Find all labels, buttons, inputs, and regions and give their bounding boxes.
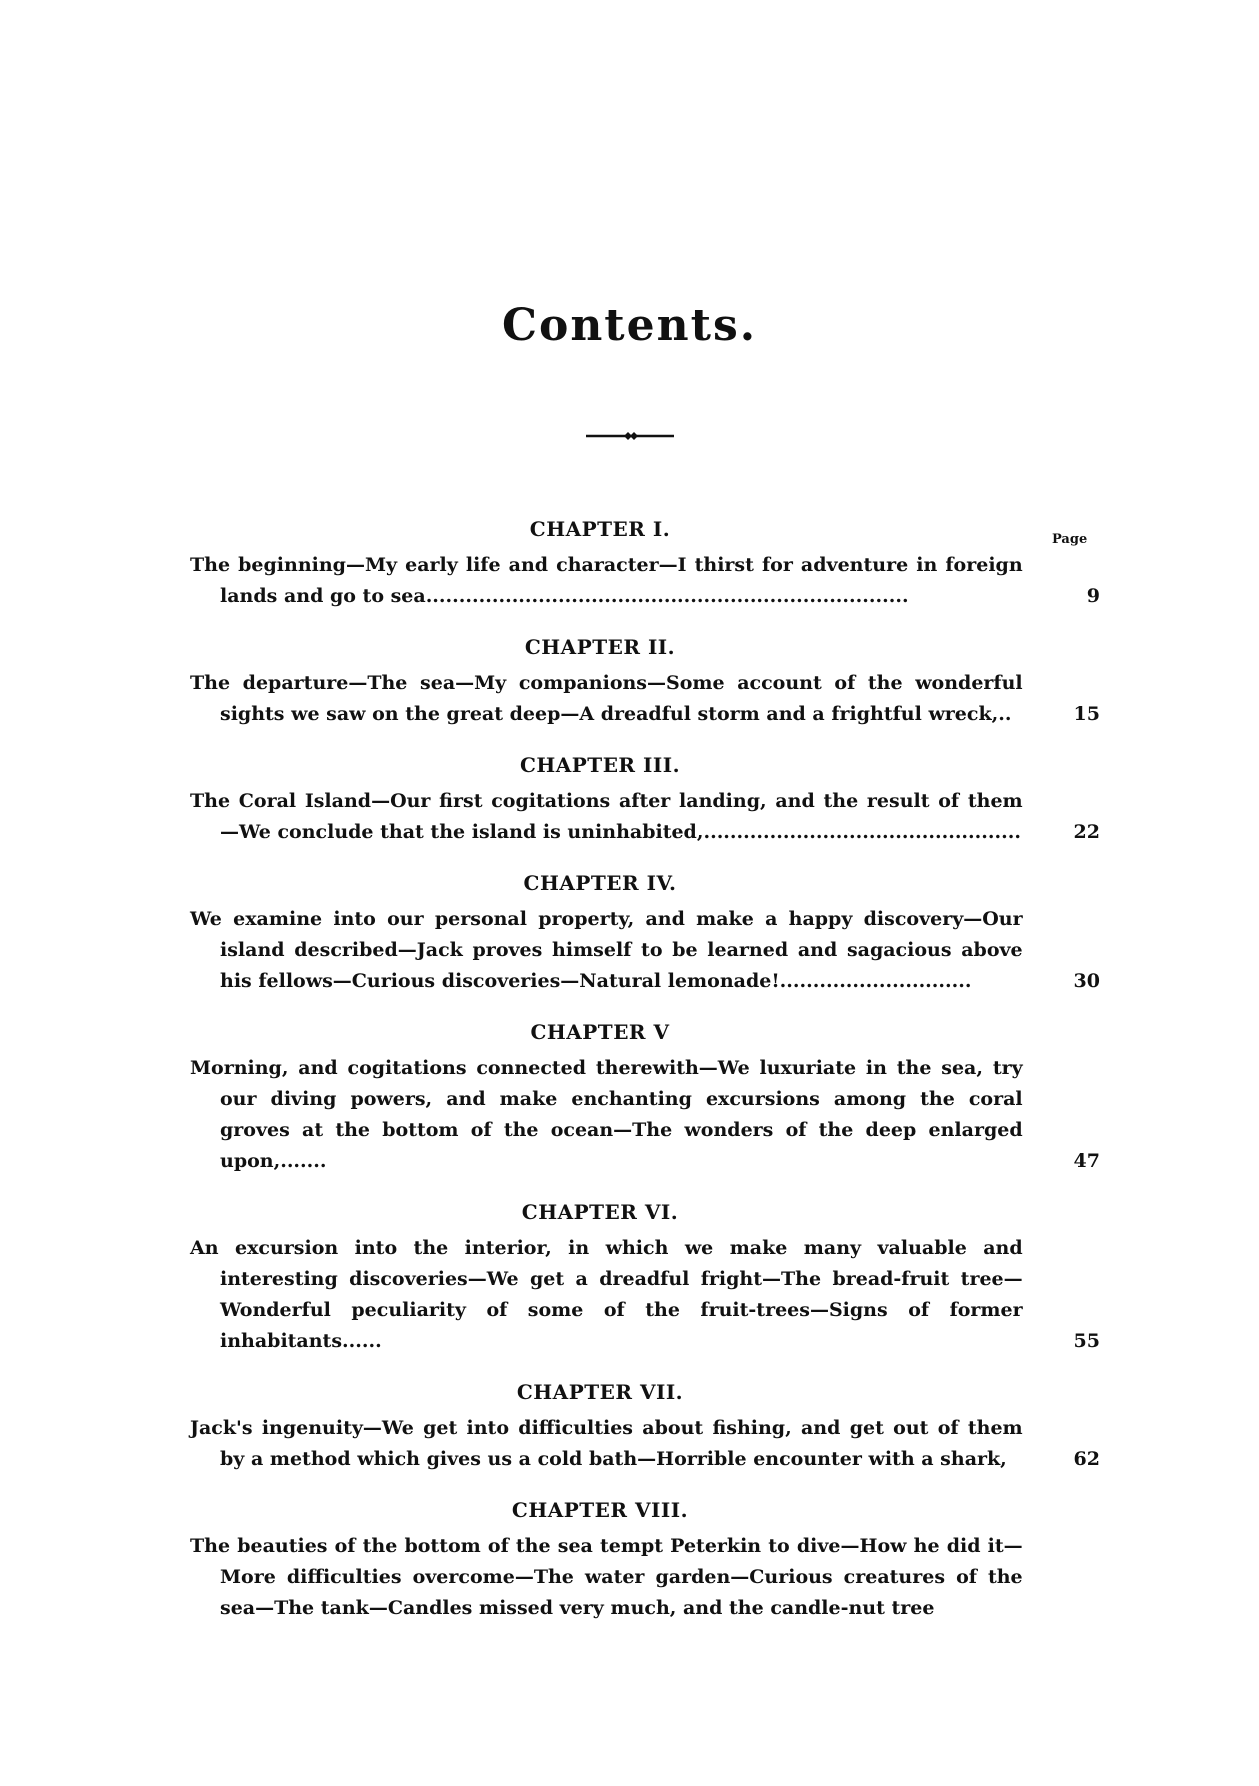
chapter-entry xyxy=(190,1053,1100,1177)
chapter-4 xyxy=(190,866,1100,997)
chapter-summary: The Coral Island—Our first cogitations after landing, and the result of them —We conclude that the island is uninhabited,................................................ xyxy=(190,790,1023,843)
chapter-summary: Morning, and cogitations connected therewith—We luxuriate in the sea, try our diving powers, and make enchanting excursions among the coral groves at the bottom of the ocean—The wonders of the deep enlarged upon,....... xyxy=(190,1057,1023,1172)
chapter-heading: CHAPTER III. xyxy=(519,753,681,777)
chapter-3 xyxy=(190,748,1100,848)
chapter-entry xyxy=(190,904,1100,997)
chapter-5 xyxy=(190,1015,1100,1177)
chapter-summary: An excursion into the interior, in which we make many valuable and interesting discoveries—We get a dreadful fright—The bread-fruit tree—Wonderful peculiarity of some of the fruit-trees—Signs of former inhabitants...... xyxy=(190,1237,1023,1352)
chapter-summary: Jack's ingenuity—We get into difficulties about fishing, and get out of them by a method which gives us a cold bath—Horrible encounter with a shark, xyxy=(190,1417,1023,1470)
chapter-6 xyxy=(190,1195,1100,1357)
chapter-2 xyxy=(190,630,1100,730)
page-number: 30 xyxy=(1073,970,1100,992)
chapter-entry xyxy=(190,668,1100,730)
chapter-summary: The departure—The sea—My companions—Some account of the wonderful sights we saw on the great deep—A dreadful storm and a frightful wreck,.. xyxy=(190,672,1023,725)
page-number: 9 xyxy=(1086,585,1100,607)
chapter-heading: CHAPTER II. xyxy=(524,635,676,659)
chapter-entry xyxy=(190,1531,1100,1624)
chapter-1 xyxy=(190,512,1100,612)
chapter-summary: We examine into our personal property, and make a happy discovery—Our island described—Jack proves himself to be learned and sagacious above his fellows—Curious discoveries—Natural lemonade!............................. xyxy=(190,908,1023,992)
page-column-label: Page xyxy=(1052,532,1088,547)
chapter-8 xyxy=(190,1493,1100,1624)
chapter-entry xyxy=(190,1233,1100,1357)
chapter-entry xyxy=(190,786,1100,848)
chapter-entry xyxy=(190,550,1100,612)
chapter-7 xyxy=(190,1375,1100,1475)
page-title: Contents. xyxy=(501,300,758,351)
chapter-summary: The beauties of the bottom of the sea tempt Peterkin to dive—How he did it—More difficulties overcome—The water garden—Curious creatures of the sea—The tank—Candles missed very much, and the candle-nut tree xyxy=(190,1535,1023,1619)
chapter-summary: The beginning—My early life and character—I thirst for adventure in foreign lands and go to sea......................................................................... xyxy=(190,554,1023,607)
divider-ornament-icon xyxy=(586,428,674,444)
chapter-heading: CHAPTER V xyxy=(530,1020,670,1044)
chapter-heading: CHAPTER IV. xyxy=(523,871,677,895)
page-number: 15 xyxy=(1073,703,1100,725)
page-number: 22 xyxy=(1073,821,1100,843)
table-of-contents xyxy=(190,512,1100,1642)
chapter-entry xyxy=(190,1413,1100,1475)
page-number: 55 xyxy=(1073,1330,1100,1352)
chapter-heading: CHAPTER VIII. xyxy=(511,1498,689,1522)
chapter-heading: CHAPTER VI. xyxy=(521,1200,679,1224)
chapter-heading: CHAPTER VII. xyxy=(516,1380,684,1404)
page-number: 62 xyxy=(1073,1448,1100,1470)
page-number: 47 xyxy=(1073,1150,1100,1172)
chapter-heading: CHAPTER I. xyxy=(529,517,671,541)
